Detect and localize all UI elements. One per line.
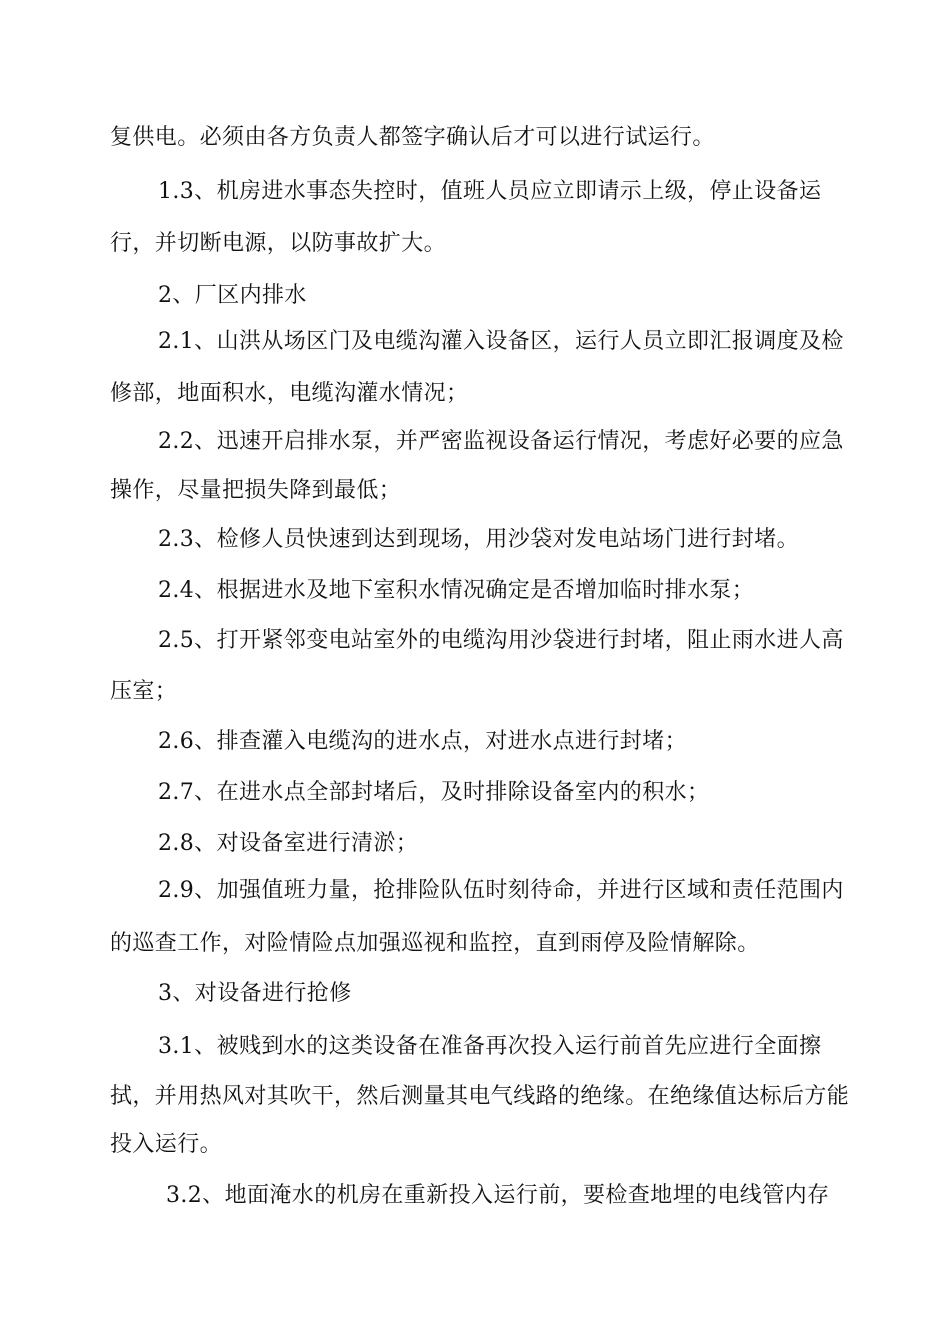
text-line: 拭，并用热风对其吹干，然后测量其电气线路的绝缘。在绝缘值达标后方能: [110, 1084, 850, 1109]
text-line: 2.3、检修人员快速到达到现场，用沙袋对发电站场门进行封堵。: [158, 527, 799, 552]
text-line: 行，并切断电源，以防事故扩大。: [110, 231, 447, 256]
text-line: 1.3、机房进水事态失控时，值班人员应立即请示上级，停止设备运: [158, 179, 822, 204]
text-line: 2.6、排查灌入电缆沟的进水点，对进水点进行封堵；: [158, 729, 687, 754]
text-line: 2.2、迅速开启排水泵，并严密监视设备运行情况，考虑好必要的应急: [158, 429, 844, 454]
section-heading: 3、对设备进行抢修: [158, 981, 352, 1006]
text-line: 2.5、打开紧邻变电站室外的电缆沟用沙袋进行封堵，阻止雨水进人高: [158, 628, 844, 653]
text-line: 2.4、根据进水及地下室积水情况确定是否增加临时排水泵；: [158, 578, 755, 603]
text-line: 2.1、山洪从场区门及电缆沟灌入设备区，运行人员立即汇报调度及检: [158, 329, 844, 354]
text-line: 2.7、在进水点全部封堵后，及时排除设备室内的积水；: [158, 780, 710, 805]
text-line: 压室；: [110, 679, 178, 704]
text-line: 修部，地面积水，电缆沟灌水情况；: [110, 381, 469, 406]
section-heading: 2、厂区内排水: [158, 283, 307, 308]
text-line: 2.8、对设备室进行清淤；: [158, 831, 419, 856]
text-line: 操作，尽量把损失降到最低；: [110, 478, 402, 503]
text-line: 投入运行。: [110, 1132, 223, 1157]
text-line: 的巡查工作，对险情险点加强巡视和监控，直到雨停及险情解除。: [110, 931, 760, 956]
text-line: 复供电。必须由各方负责人都签字确认后才可以进行试运行。: [110, 125, 715, 150]
text-line: 3.2、地面淹水的机房在重新投入运行前，要检查地埋的电线管内存: [166, 1183, 830, 1208]
text-line: 2.9、加强值班力量，抢排险队伍时刻待命，并进行区域和责任范围内: [158, 878, 844, 903]
text-line: 3.1、被贱到水的这类设备在准备再次投入运行前首先应进行全面擦: [158, 1034, 822, 1059]
